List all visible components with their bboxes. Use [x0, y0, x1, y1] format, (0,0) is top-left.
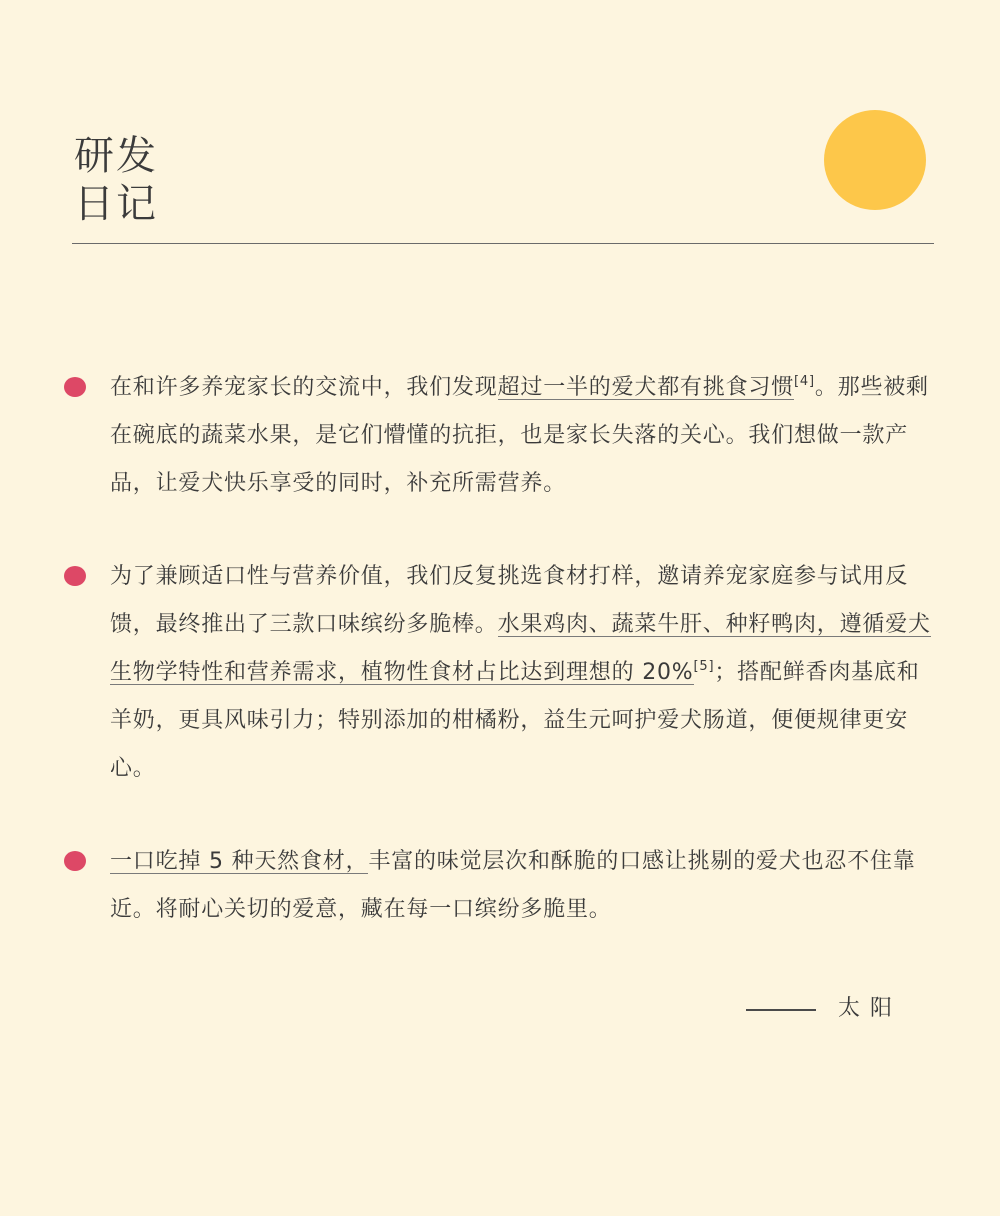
paragraph-1	[110, 364, 940, 508]
title-line-2: 日记	[74, 181, 158, 227]
bullet-dot-icon	[64, 566, 86, 586]
paragraph-text: 丰富的味觉层次和酥脆的口感让挑剔的爱犬也忍不住靠近。将耐心关切的爱意，藏在每一口缤纷多脆里。	[110, 849, 916, 922]
paragraph-text: ；搭配鲜香肉基底和羊奶，更具风味引力；特别添加的柑橘粉，益生元呵护爱犬肠道，便便规律更安心。	[110, 660, 920, 781]
highlighted-phrase: 超过一半的爱犬都有挑食习惯	[497, 375, 795, 400]
signature-author: 太阳	[838, 996, 903, 1021]
highlighted-phrase: 一口吃掉 5 种天然食材，	[110, 849, 369, 874]
bullet-dot-icon	[64, 377, 86, 397]
page-title	[74, 132, 158, 228]
paragraph-3	[110, 838, 940, 934]
paragraph-text: 在和许多养宠家长的交流中，我们发现	[110, 375, 498, 400]
title-line-1: 研发	[74, 133, 158, 179]
highlighted-phrase: 水果鸡肉、蔬菜牛肝、种籽鸭肉，遵循爱犬生物学特性和营养需求，植物性食材占比达到理想的 20%	[110, 612, 931, 685]
citation-mark: [4]	[794, 374, 815, 389]
paragraph-text: 为了兼顾适口性与营养价值，我们反复挑选食材打样，邀请养宠家庭参与试用反馈，最终推出了三款口味缤纷多脆棒。	[110, 564, 909, 637]
sun-circle-decoration	[824, 110, 926, 210]
header-divider	[72, 243, 934, 244]
paragraph-2	[110, 553, 940, 793]
bullet-dot-icon	[64, 851, 86, 871]
signature-dash	[746, 1009, 816, 1011]
paragraph-text: 。那些被剩在碗底的蔬菜水果，是它们懵懂的抗拒，也是家长失落的关心。我们想做一款产品，让爱犬快乐享受的同时，补充所需营养。	[110, 375, 929, 496]
citation-mark: [5]	[693, 659, 715, 674]
